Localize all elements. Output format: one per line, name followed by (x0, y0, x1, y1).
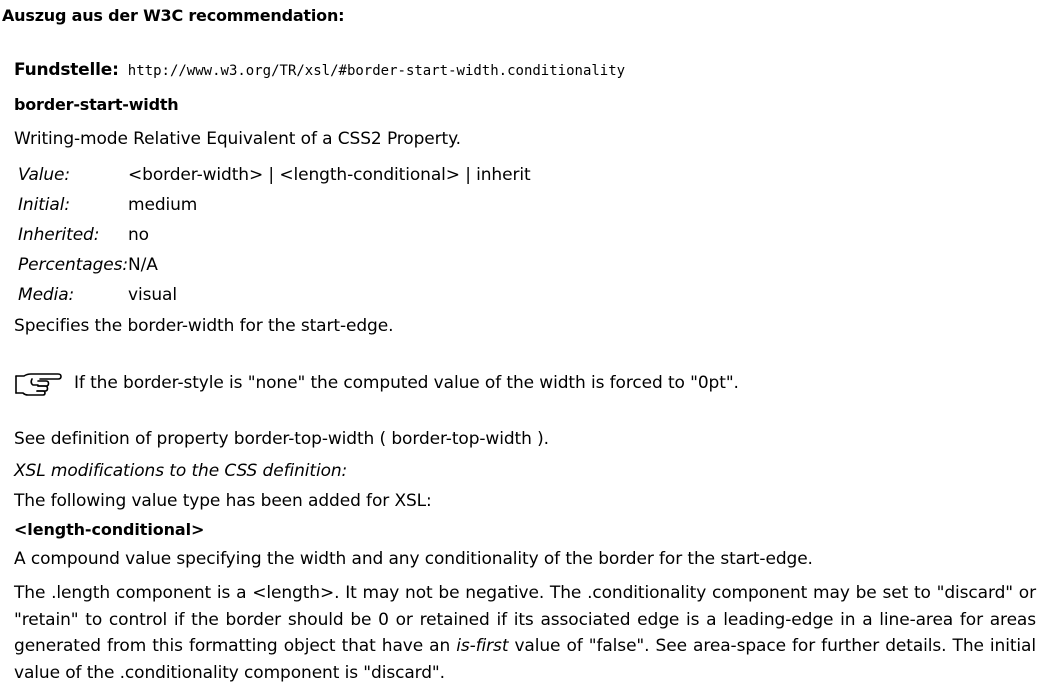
property-key: Initial: (18, 195, 70, 215)
property-row-media (18, 282, 531, 312)
xsl-modifications-heading: XSL modifications to the CSS definition: (14, 461, 348, 481)
property-value: visual (128, 285, 177, 305)
property-row-inherited (18, 222, 531, 252)
paragraph-part2: value of "false". See area-space for further details. The initial value of the .conditionality component is "discard". (14, 636, 1036, 683)
paragraph-part1: The .length component is a <length>. It may not be negative. The .conditionality component may be set to "discard" or "retain" to control if the border should be 0 or retained if its associated edge is a leading-edge in a line-area for areas generated from this formatting object that have an (14, 583, 1036, 656)
see-definition-text: See definition of property border-top-width ( border-top-width ). (14, 429, 549, 449)
property-row-percentages (18, 252, 531, 282)
fundstelle-url[interactable]: http://www.w3.org/TR/xsl/#border-start-width.conditionality (127, 63, 626, 79)
compound-value-text: A compound value specifying the width and any conditionality of the border for the start-edge. (14, 549, 813, 569)
value-type-added-text: The following value type has been added for XSL: (14, 491, 432, 511)
property-name: border-start-width (14, 95, 179, 114)
pointing-hand-icon (14, 370, 62, 396)
property-key: Value: (18, 165, 71, 185)
specifies-text: Specifies the border-width for the start-edge. (14, 316, 394, 336)
property-value: <border-width> | <length-conditional> | inherit (128, 165, 531, 185)
property-subtitle: Writing-mode Relative Equivalent of a CSS2 Property. (14, 129, 461, 149)
property-key: Inherited: (18, 225, 100, 245)
property-key: Percentages: (18, 255, 128, 275)
paragraph-emphasis: is-first (456, 636, 509, 656)
fundstelle-label: Fundstelle: (14, 60, 119, 80)
property-key: Media: (18, 285, 75, 305)
page-heading: Auszug aus der W3C recommendation: (2, 6, 345, 25)
property-value: medium (128, 195, 198, 215)
note-block (14, 370, 739, 396)
property-value: N/A (128, 255, 158, 275)
property-value: no (128, 225, 149, 245)
fundstelle (14, 60, 625, 80)
length-component-paragraph (14, 580, 1036, 686)
note-text: If the border-style is "none" the computed value of the width is forced to "0pt". (74, 373, 739, 393)
property-table (18, 162, 531, 312)
value-type-name: <length-conditional> (14, 520, 205, 539)
property-row-value (18, 162, 531, 192)
property-row-initial (18, 192, 531, 222)
